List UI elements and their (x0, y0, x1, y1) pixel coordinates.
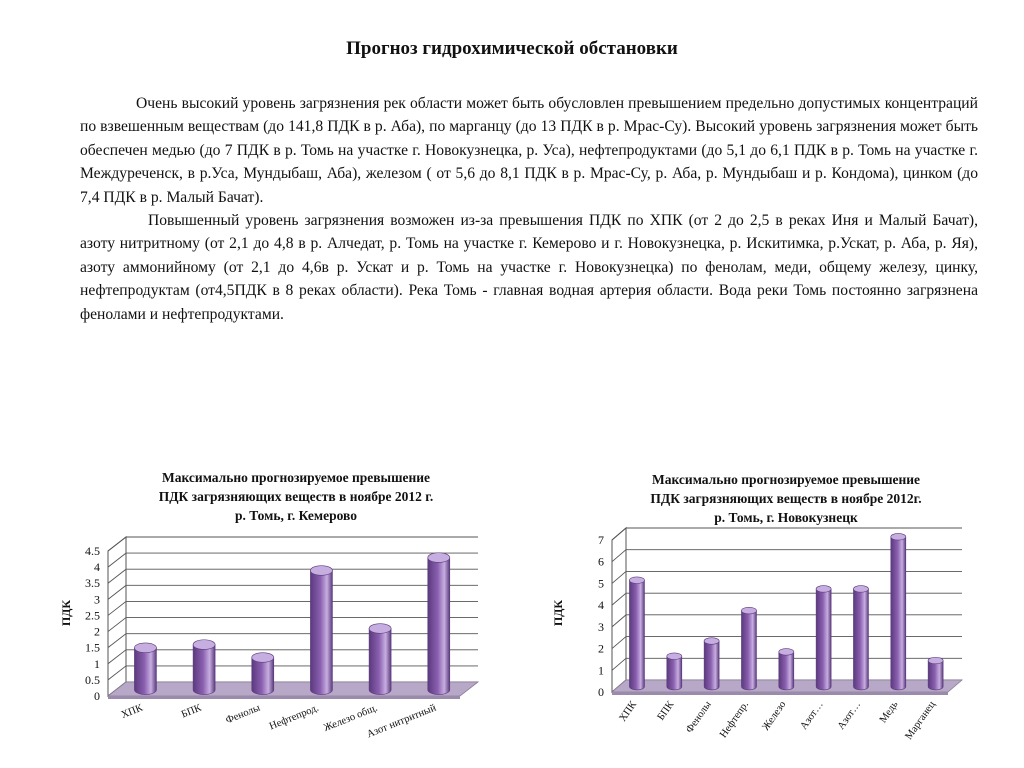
bar-top (428, 553, 450, 563)
y-tick-label: 6 (598, 554, 604, 569)
bar-body (741, 611, 756, 690)
bar-top (193, 640, 215, 650)
chart-2-title-line-2: ПДК загрязняющих веществ в ноябре 2012г. (650, 491, 922, 506)
bar-body (816, 589, 831, 690)
bar-6 (428, 553, 450, 695)
bar-top (816, 586, 831, 593)
x-tick-label: Азот… (798, 699, 826, 732)
gridline (108, 634, 478, 648)
y-tick-label: 4 (598, 598, 604, 613)
gridline (108, 650, 478, 664)
y-axis-label: ПДК (59, 599, 73, 627)
x-tick-label: ХПК (617, 699, 640, 724)
chart-side-wall (108, 537, 126, 696)
chart-1-title-line-3: р. Томь, г. Кемерово (235, 508, 357, 523)
y-tick-label: 7 (598, 533, 604, 547)
bar-4 (310, 566, 332, 695)
bar-body (310, 570, 332, 694)
x-tick-label: Азот нитритный (365, 702, 438, 741)
y-tick-label: 3 (598, 619, 604, 634)
bar-3 (704, 638, 719, 690)
x-tick-label: Марганец (903, 699, 938, 742)
bar-top (134, 643, 156, 653)
x-tick-label: БПК (179, 702, 204, 721)
gridline (108, 601, 478, 615)
gridline (612, 593, 962, 605)
y-tick-label: 3.5 (85, 576, 100, 591)
bar-top (310, 566, 332, 576)
bar-7 (853, 586, 868, 690)
page-title: Прогноз гидрохимической обстановки (346, 38, 678, 59)
bar-top (667, 653, 682, 660)
chart-1 (59, 537, 478, 740)
x-tick-label: БПК (655, 699, 677, 723)
x-tick-label: Железо общ. (322, 702, 380, 735)
y-tick-label: 4 (94, 560, 100, 575)
bar-top (779, 649, 794, 656)
x-tick-label: Фенолы (684, 699, 714, 736)
gridline (108, 585, 478, 599)
y-tick-label: 5 (598, 576, 604, 591)
x-tick-label: Медь (877, 699, 901, 726)
y-tick-label: 3 (94, 592, 100, 607)
x-tick-label: Железо (760, 699, 789, 733)
bar-body (252, 657, 274, 694)
chart-2-title-line-3: р. Томь, г. Новокузнецк (714, 510, 858, 525)
x-tick-label: Нефтепр. (718, 699, 752, 741)
y-tick-label: 2 (94, 624, 100, 639)
x-tick-label: Нефтепрод. (267, 702, 321, 733)
bar-top (928, 657, 943, 664)
chart-side-wall (612, 528, 626, 692)
y-tick-label: 1.5 (85, 640, 100, 655)
gridline (108, 569, 478, 583)
bar-top (891, 533, 906, 540)
bar-1 (134, 643, 156, 695)
bar-top (853, 586, 868, 593)
y-tick-label: 1 (598, 663, 604, 678)
chart-1-title-line-1: Максимально прогнозируемое превышение (161, 470, 431, 485)
bar-8 (891, 533, 906, 689)
bar-body (928, 661, 943, 690)
gridline (612, 615, 962, 627)
bar-body (193, 645, 215, 695)
y-tick-label: 1 (94, 656, 100, 671)
x-tick-label: Фенолы (224, 702, 262, 727)
y-tick-label: 2 (598, 641, 604, 656)
bar-top (369, 624, 391, 634)
bar-body (134, 648, 156, 695)
bar-top (704, 638, 719, 645)
bar-5 (369, 624, 391, 695)
y-tick-label: 2.5 (85, 608, 100, 623)
gridline (612, 550, 962, 562)
y-tick-label: 0 (94, 689, 100, 703)
gridline (108, 537, 478, 551)
chart-1-title-line-2: ПДК загрязняющих веществ в ноябре 2012 г. (158, 489, 434, 504)
chart-2 (551, 528, 962, 742)
y-tick-label: 0 (598, 685, 604, 699)
y-tick-label: 0.5 (85, 672, 100, 687)
y-axis-label: ПДК (551, 599, 565, 627)
bar-body (629, 580, 644, 690)
paragraph-2: Повышенный уровень загрязнения возможен из-за превышения ПДК по ХПК (от 2 до 2,5 в реках Иня и Малый Бачат), азоту нитритному (от 2,1 до 4,8 в р. Алчедат, р. Томь на участке г. Кемерово и г. Новокузнецка, р. Искитимка, р.Ускат, р. Аба, р. Яя), азоту аммонийному (от 2,1 до 4,6в р. Ускат и р. Томь на участке г. Новокузнецка) по фенолам, меди, общему железу, цинку, нефтепродуктам (от4,5ПДК в 8 реках области). Река Томь - главная водная артерия области. Вода реки Томь постоянно загрязнена фенолами и нефтепродуктами. (80, 212, 978, 323)
gridline (612, 637, 962, 649)
bar-top (252, 653, 274, 663)
bar-body (428, 558, 450, 695)
chart-2-title-line-1: Максимально прогнозируемое превышение (651, 472, 921, 487)
chart-floor (108, 682, 478, 696)
bar-body (779, 652, 794, 690)
gridline (612, 528, 962, 540)
bar-6 (816, 586, 831, 690)
bar-3 (252, 653, 274, 695)
chart-floor-edge (108, 696, 460, 699)
bar-1 (629, 577, 644, 690)
bar-body (853, 589, 868, 690)
bar-body (891, 537, 906, 690)
gridline (108, 553, 478, 567)
bar-body (667, 656, 682, 690)
bar-9 (928, 657, 943, 690)
y-tick-label: 4.5 (85, 544, 100, 558)
bar-2 (667, 653, 682, 690)
bar-body (704, 641, 719, 690)
x-tick-label: ХПК (119, 702, 145, 722)
bar-top (741, 607, 756, 614)
bar-4 (741, 607, 756, 690)
bar-5 (779, 649, 794, 690)
gridline (612, 571, 962, 583)
bar-top (629, 577, 644, 584)
bar-body (369, 628, 391, 694)
x-tick-label: Азот… (835, 699, 864, 732)
bar-2 (193, 640, 215, 695)
chart-floor-edge (612, 692, 948, 695)
paragraph-1: Очень высокий уровень загрязнения рек области может быть обусловлен превышением предельно допустимых концентраций по взвешенным веществам (до 141,8 ПДК в р. Аба), по марганцу (до 13 ПДК в р. Мрас-Су). Высокий уровень загрязнения может быть обеспечен медью (до 7 ПДК в р. Томь на участке г. Новокузнецка, р. Уса), нефтепродуктами (до 5,1 до 6,1 ПДК в р. Томь на участке г. Междуреченск, в р.Уса, Мундыбаш, Аба), железом ( от 5,6 до 8,1 ПДК в р. Мрас-Су, р. Аба, р. Мундыбаш и р. Кондома), цинком (до 7,4 ПДК в р. Малый Бачат). (80, 95, 978, 206)
gridline (108, 618, 478, 632)
gridline (108, 666, 478, 680)
